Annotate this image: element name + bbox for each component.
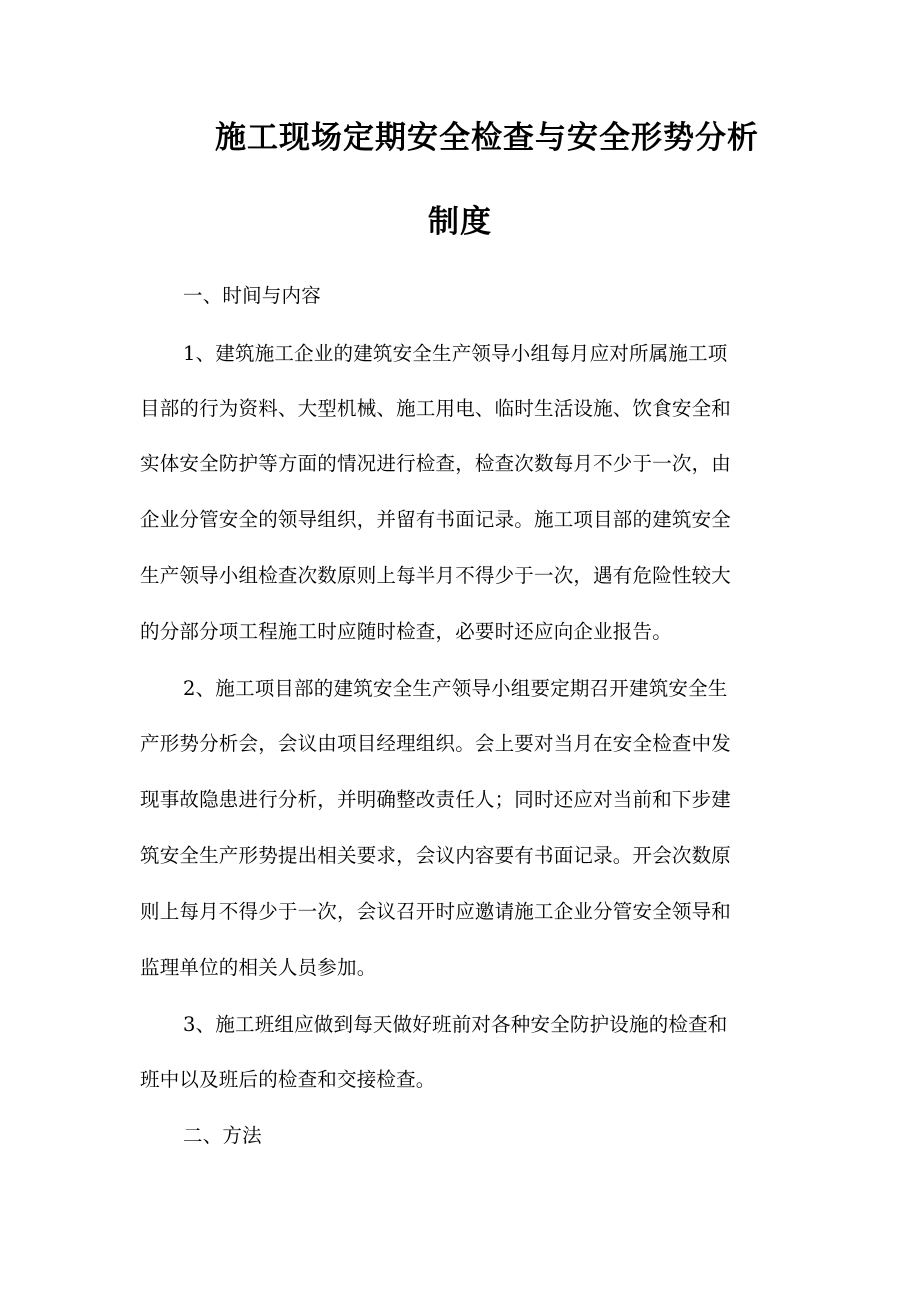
paragraph-1-line: 企业分管安全的领导组织，并留有书面记录。施工项目部的建筑安全 xyxy=(140,508,732,531)
paragraph-1-line: 目部的行为资料、大型机械、施工用电、临时生活设施、饮食安全和 xyxy=(140,397,732,420)
section-heading-time-content: 一、时间与内容 xyxy=(183,284,321,307)
paragraph-1-line: 1、建筑施工企业的建筑安全生产领导小组每月应对所属施工项 xyxy=(183,342,728,365)
paragraph-1-line: 的分部分项工程施工时应随时检查，必要时还应向企业报告。 xyxy=(140,620,672,643)
document-title-line-1: 施工现场定期安全检查与安全形势分析 xyxy=(215,120,759,156)
document-title-line-2: 制度 xyxy=(428,204,492,240)
paragraph-1-line: 生产领导小组检查次数原则上每半月不得少于一次，遇有危险性较大 xyxy=(140,564,732,587)
paragraph-3-line: 3、施工班组应做到每天做好班前对各种安全防护设施的检查和 xyxy=(183,1013,728,1036)
paragraph-2-line: 现事故隐患进行分析，并明确整改责任人；同时还应对当前和下步建 xyxy=(140,788,732,811)
paragraph-3-line: 班中以及班后的检查和交接检查。 xyxy=(140,1068,436,1091)
paragraph-1-line: 实体安全防护等方面的情况进行检查，检查次数每月不少于一次，由 xyxy=(140,452,732,475)
paragraph-2-line: 筑安全生产形势提出相关要求，会议内容要有书面记录。开会次数原 xyxy=(140,844,732,867)
paragraph-2-line: 监理单位的相关人员参加。 xyxy=(140,956,377,979)
paragraph-2-line: 则上每月不得少于一次，会议召开时应邀请施工企业分管安全领导和 xyxy=(140,900,732,923)
section-heading-method: 二、方法 xyxy=(183,1124,262,1147)
paragraph-2-line: 2、施工项目部的建筑安全生产领导小组要定期召开建筑安全生 xyxy=(183,677,728,700)
paragraph-2-line: 产形势分析会，会议由项目经理组织。会上要对当月在安全检查中发 xyxy=(140,732,732,755)
